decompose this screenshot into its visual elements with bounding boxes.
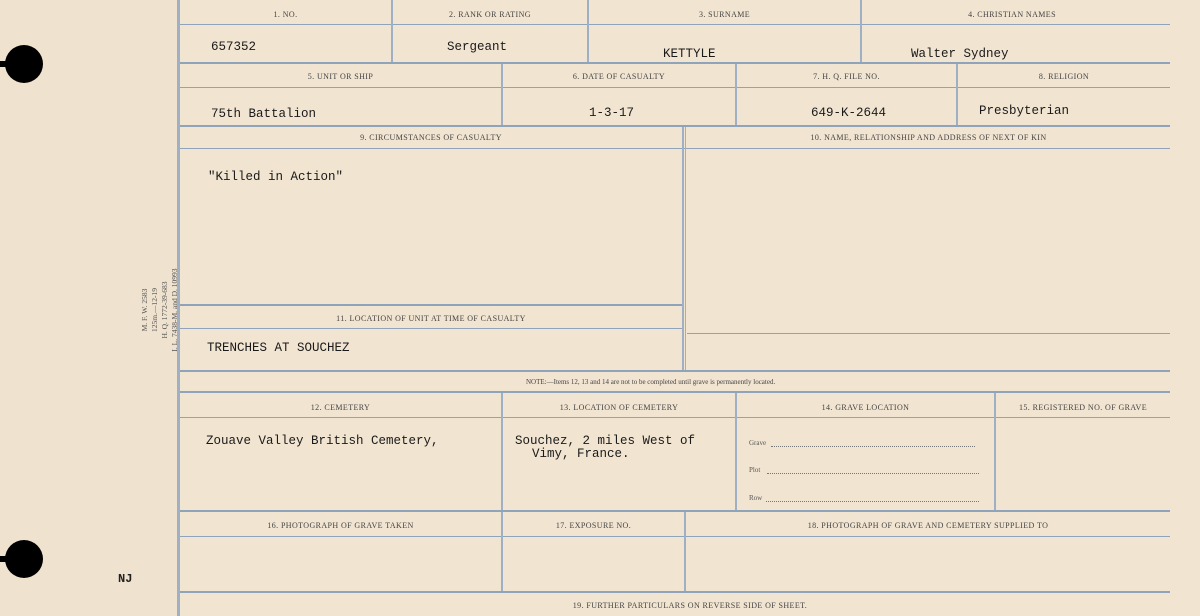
- label-religion: 8. RELIGION: [1038, 72, 1090, 81]
- label-grave-location: 14. GRAVE LOCATION: [821, 403, 910, 412]
- stamp-line: I. L. 7438-M. and D. 10993: [170, 268, 179, 352]
- rule: [180, 304, 682, 306]
- label-location-of-unit: 11. LOCATION OF UNIT AT TIME OF CASUALTY: [336, 314, 526, 323]
- rule: [180, 591, 1170, 593]
- service-number: 657352: [211, 40, 257, 54]
- stamp-line: 125m.—12-19: [150, 288, 159, 332]
- label-no: 1. NO.: [273, 10, 298, 19]
- label-photograph-supplied: 18. PHOTOGRAPH OF GRAVE AND CEMETERY SUPPLIED TO: [807, 521, 1049, 530]
- rule: [180, 125, 1170, 127]
- rule: [180, 510, 1170, 512]
- footer-further-particulars: 19. FURTHER PARTICULARS ON REVERSE SIDE OF SHEET.: [572, 601, 808, 610]
- stamp-line: M. F. W. 2583: [140, 288, 149, 332]
- file-no-value: 649-K-2644: [811, 106, 887, 120]
- label-location-of-cemetery: 13. LOCATION OF CEMETERY: [559, 403, 679, 412]
- rule: [180, 24, 1170, 25]
- surname-value: KETTYLE: [663, 47, 716, 61]
- rule: [180, 536, 1170, 537]
- rule: [180, 417, 1170, 418]
- rule: [687, 333, 1170, 334]
- label-photograph-taken: 16. PHOTOGRAPH OF GRAVE TAKEN: [267, 521, 414, 530]
- label-cemetery: 12. CEMETERY: [310, 403, 371, 412]
- punch-hole-bottom-tab: [0, 556, 28, 562]
- label-rank: 2. RANK OR RATING: [449, 10, 531, 19]
- date-of-casualty-value: 1-3-17: [589, 106, 635, 120]
- column-divider: [682, 127, 684, 370]
- column-divider: [685, 127, 686, 370]
- plot-field-label: Plot: [749, 466, 761, 474]
- plot-field-line: [767, 473, 979, 474]
- rule: [180, 62, 1170, 64]
- label-circumstances: 9. CIRCUMSTANCES OF CASUALTY: [360, 133, 502, 142]
- christian-names-value: Walter Sydney: [911, 47, 1009, 61]
- cemetery-value: Zouave Valley British Cemetery,: [206, 434, 439, 448]
- rule: [180, 328, 682, 329]
- label-next-of-kin: 10. NAME, RELATIONSHIP AND ADDRESS OF NEXT OF KIN: [810, 133, 1047, 142]
- printer-stamp: [140, 268, 180, 351]
- rule: [180, 391, 1170, 393]
- rank-value: Sergeant: [447, 40, 508, 54]
- punch-hole-top-tab: [0, 61, 28, 67]
- cemetery-location-line2: Vimy, France.: [532, 447, 630, 461]
- unit-value: 75th Battalion: [211, 107, 317, 121]
- location-of-unit-value: TRENCHES AT SOUCHEZ: [207, 341, 350, 355]
- label-registered-no: 15. REGISTERED NO. OF GRAVE: [1019, 403, 1147, 412]
- label-christian-names: 4. CHRISTIAN NAMES: [968, 10, 1056, 19]
- stamp-line: H. Q. 1772-39-683: [160, 281, 169, 339]
- grave-field-line: [771, 446, 975, 447]
- label-date: 6. DATE OF CASUALTY: [572, 72, 666, 81]
- rule: [180, 148, 1170, 149]
- circumstances-value: "Killed in Action": [208, 170, 344, 184]
- religion-value: Presbyterian: [979, 104, 1070, 118]
- label-file-no: 7. H. Q. FILE NO.: [813, 72, 880, 81]
- rule: [180, 370, 1170, 372]
- note-text: NOTE:—Items 12, 13 and 14 are not to be completed until grave is permanently located.: [526, 378, 776, 386]
- row-field-line: [766, 501, 979, 502]
- cemetery-location-line1: Souchez, 2 miles West of: [515, 434, 696, 448]
- label-surname: 3. SURNAME: [698, 10, 751, 19]
- grave-field-label: Grave: [749, 439, 767, 447]
- label-unit: 5. UNIT OR SHIP: [307, 72, 374, 81]
- label-exposure-no: 17. EXPOSURE NO.: [555, 521, 632, 530]
- row-field-label: Row: [749, 494, 763, 502]
- clerk-initials: NJ: [118, 572, 133, 586]
- rule: [180, 87, 1170, 88]
